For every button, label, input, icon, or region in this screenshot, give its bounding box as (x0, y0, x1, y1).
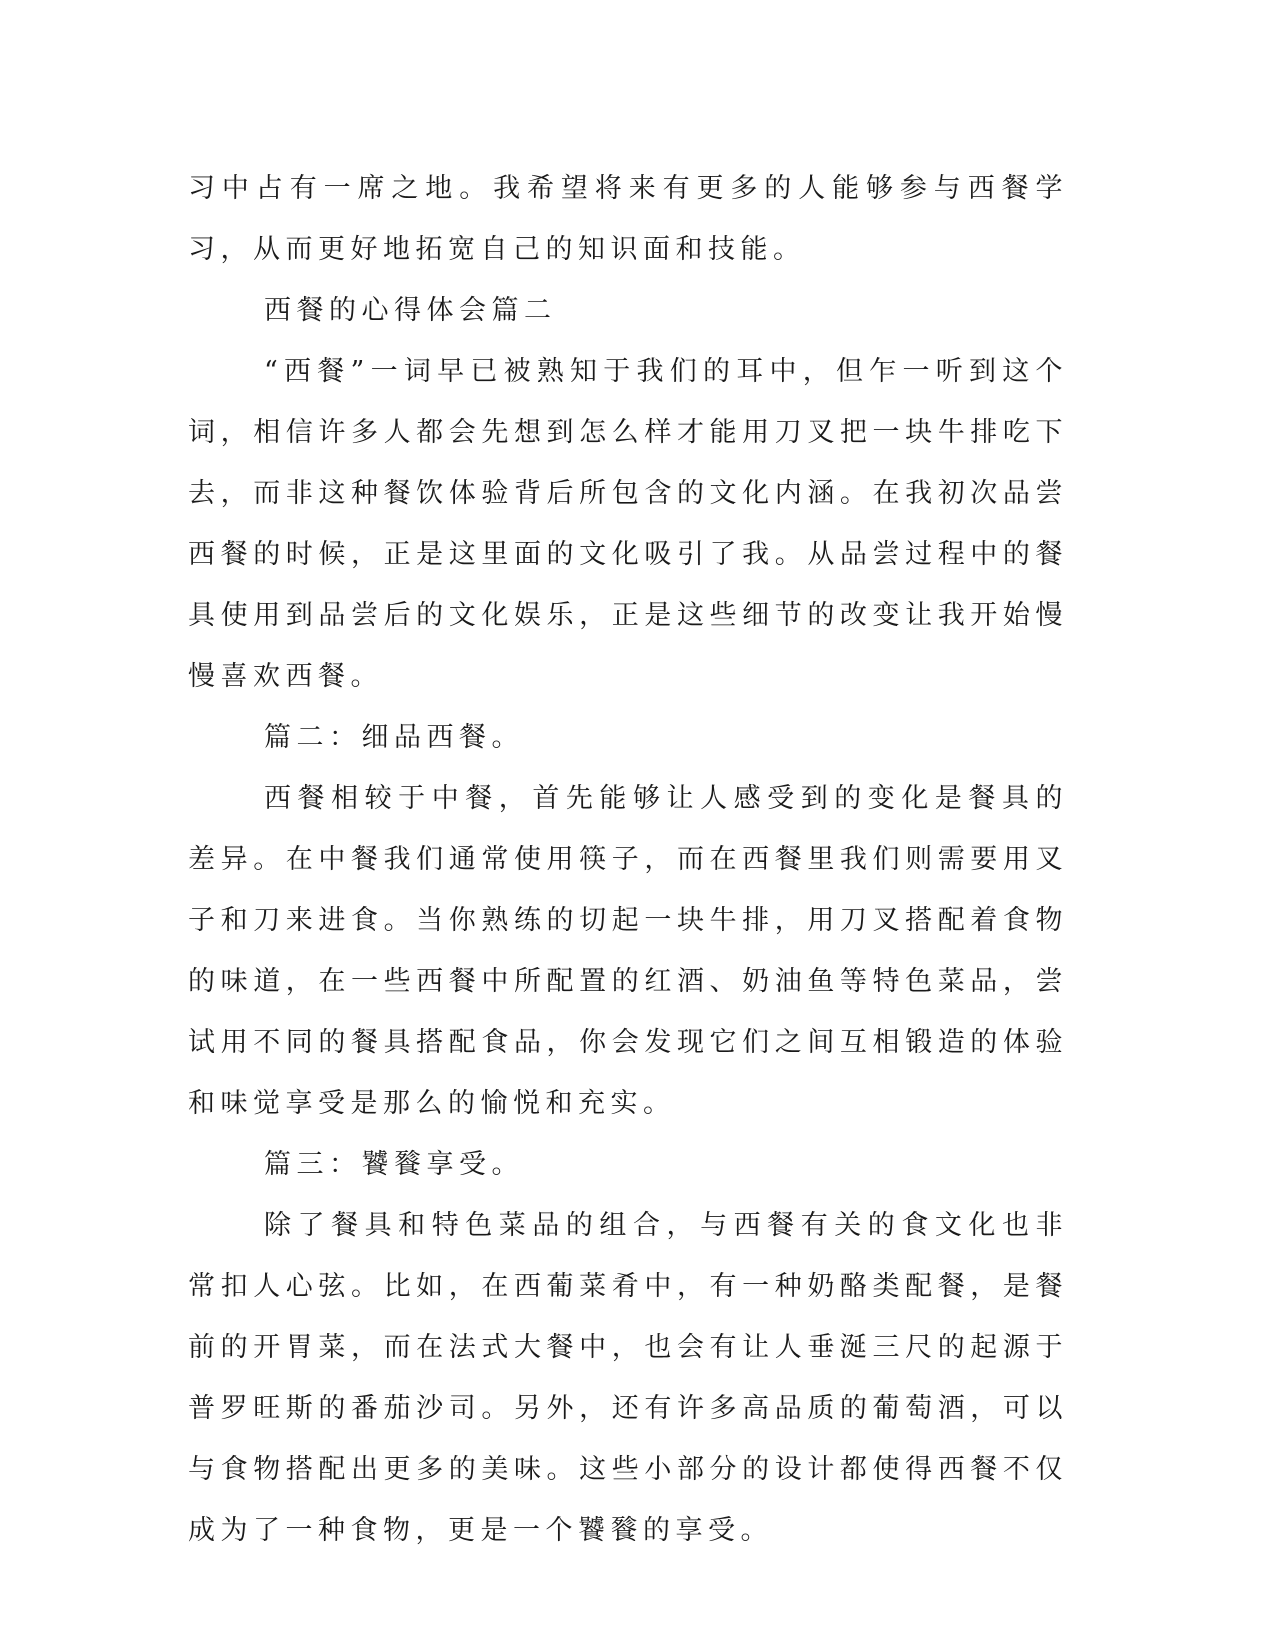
paragraph-intro: “西餐”一词早已被熟知于我们的耳中，但乍一听到这个词，相信许多人都会先想到怎么样才能用刀叉把一块牛排吃下去，而非这种餐饮体验背后所包含的文化内涵。在我初次品尝西餐的时候，正是这里面的文化吸引了我。从品尝过程中的餐具使用到品尝后的文化娱乐，正是这些细节的改变让我开始慢慢喜欢西餐。 (188, 356, 1068, 692)
part-2-heading: 篇二：细品西餐。 (264, 722, 524, 753)
document-body (188, 158, 1068, 1561)
paragraph-part-3: 除了餐具和特色菜品的组合，与西餐有关的食文化也非常扣人心弦。比如，在西葡菜肴中，有一种奶酪类配餐，是餐前的开胃菜，而在法式大餐中，也会有让人垂涎三尺的起源于普罗旺斯的番茄沙司。另外，还有许多高品质的葡萄酒，可以与食物搭配出更多的美味。这些小部分的设计都使得西餐不仅成为了一种食物，更是一个饕餮的享受。 (188, 1210, 1068, 1546)
part-3-heading: 篇三：饕餮享受。 (264, 1149, 524, 1180)
section-title: 西餐的心得体会篇二 (264, 295, 557, 326)
paragraph-continuation: 习中占有一席之地。我希望将来有更多的人能够参与西餐学习，从而更好地拓宽自己的知识面和技能。 (188, 173, 1068, 265)
paragraph-part-2: 西餐相较于中餐，首先能够让人感受到的变化是餐具的差异。在中餐我们通常使用筷子，而在西餐里我们则需要用叉子和刀来进食。当你熟练的切起一块牛排，用刀叉搭配着食物的味道，在一些西餐中所配置的红酒、奶油鱼等特色菜品，尝试用不同的餐具搭配食品，你会发现它们之间互相锻造的体验和味觉享受是那么的愉悦和充实。 (188, 783, 1068, 1119)
